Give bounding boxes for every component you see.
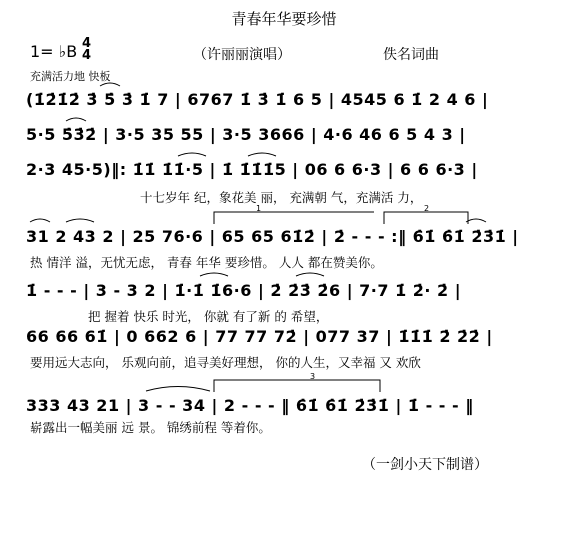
slur-mark xyxy=(200,273,228,276)
lyric-line-2: 热 情洋 溢，无忧无虑， 青春 年华 要珍惜。 人人 都在赞美你。 xyxy=(30,255,383,270)
transcriber-signature: （一剑小天下制谱） xyxy=(362,457,488,473)
lyric-line-4: 要用远大志向， 乐观向前，追寻美好理想， 你的人生，又幸福 又 欢欣 xyxy=(30,355,421,370)
slur-mark xyxy=(466,219,486,222)
slur-mark xyxy=(66,118,86,121)
volta-bracket-2 xyxy=(384,212,468,224)
score-row-3: 2·3 45·5)‖: 1̇1̇ 1̇1̇·5 | 1̇ 1̇1̇1̇5 | 06 6 6·3 | 6 6 6·3 | xyxy=(26,160,478,179)
slur-mark xyxy=(146,387,210,392)
score-row-5: 1̇ - - - | 3 - 3 2 | 1̇·1̇ 1̇6·6 | 2̇ 2̇3̇ 2̇6 | 7·7 1̇ 2̇· 2̇ | xyxy=(26,281,462,300)
time-signature xyxy=(82,38,91,62)
performer-credit: （许丽丽演唱） xyxy=(193,47,291,63)
triplet-number: 3 xyxy=(310,372,316,381)
score-row-6: 66 66 61̇ | 0 662 6 | 77 77 72̇ | 077 37 | 1̇1̇1̇ 2̇ 2̇2̇ | xyxy=(26,327,493,346)
time-signature-top: 4 xyxy=(82,36,92,51)
volta-bracket-1 xyxy=(214,212,374,224)
slur-mark xyxy=(30,219,50,222)
key-signature: 1= ♭B xyxy=(30,42,78,61)
slur-mark xyxy=(178,153,206,156)
lyric-line-3: 把 握着 快乐 时光， 你就 有了新 的 希望， xyxy=(88,309,329,324)
volta-number-2: 2 xyxy=(424,204,430,213)
song-title: 青春年华要珍惜 xyxy=(231,10,337,28)
triplet-bracket xyxy=(214,380,380,392)
lyric-line-1: 十七岁年 纪，象花美 丽， 充满朝 气，充满活 力， xyxy=(140,190,423,205)
time-signature-bottom: 4 xyxy=(82,48,92,63)
score-row-7: 333 43 21 | 3 - - 34 | 2 - - - ‖ 6̇1̇ 6̇1̇ 2̇3̇1̇ | 1̇ - - - ‖ xyxy=(26,396,474,415)
lyric-line-5: 崭露出一幅美丽 远 景。 锦绣前程 等着你。 xyxy=(30,420,271,435)
slur-mark xyxy=(248,153,276,156)
slur-mark xyxy=(66,219,94,222)
tempo-marking: 充满活力地 快板 xyxy=(30,70,111,83)
score-row-1: (1̇2̇1̇2̇ 3̇ 5̇ 3̇ 1̇ 7 | 6767 1̇ 3̇ 1̇ 6 5 | 4545 6 1̇ 2 4 6 | xyxy=(26,90,489,109)
composer-credit: 佚名词曲 xyxy=(383,47,439,63)
score-row-2: 5·5 5̇3̇2̇ | 3·5 35 55 | 3·5 3666 | 4·6 46 6 5 4 3 | xyxy=(26,125,466,144)
slur-mark xyxy=(296,273,324,276)
volta-number-1: 1 xyxy=(256,204,262,213)
score-row-4: 31 2 43 2 | 25 76·6 | 65 65 61̇2̇ | 2̇ - - - :‖ 6̇1̇ 6̇1̇ 2̇3̇1̇ | xyxy=(26,227,519,246)
